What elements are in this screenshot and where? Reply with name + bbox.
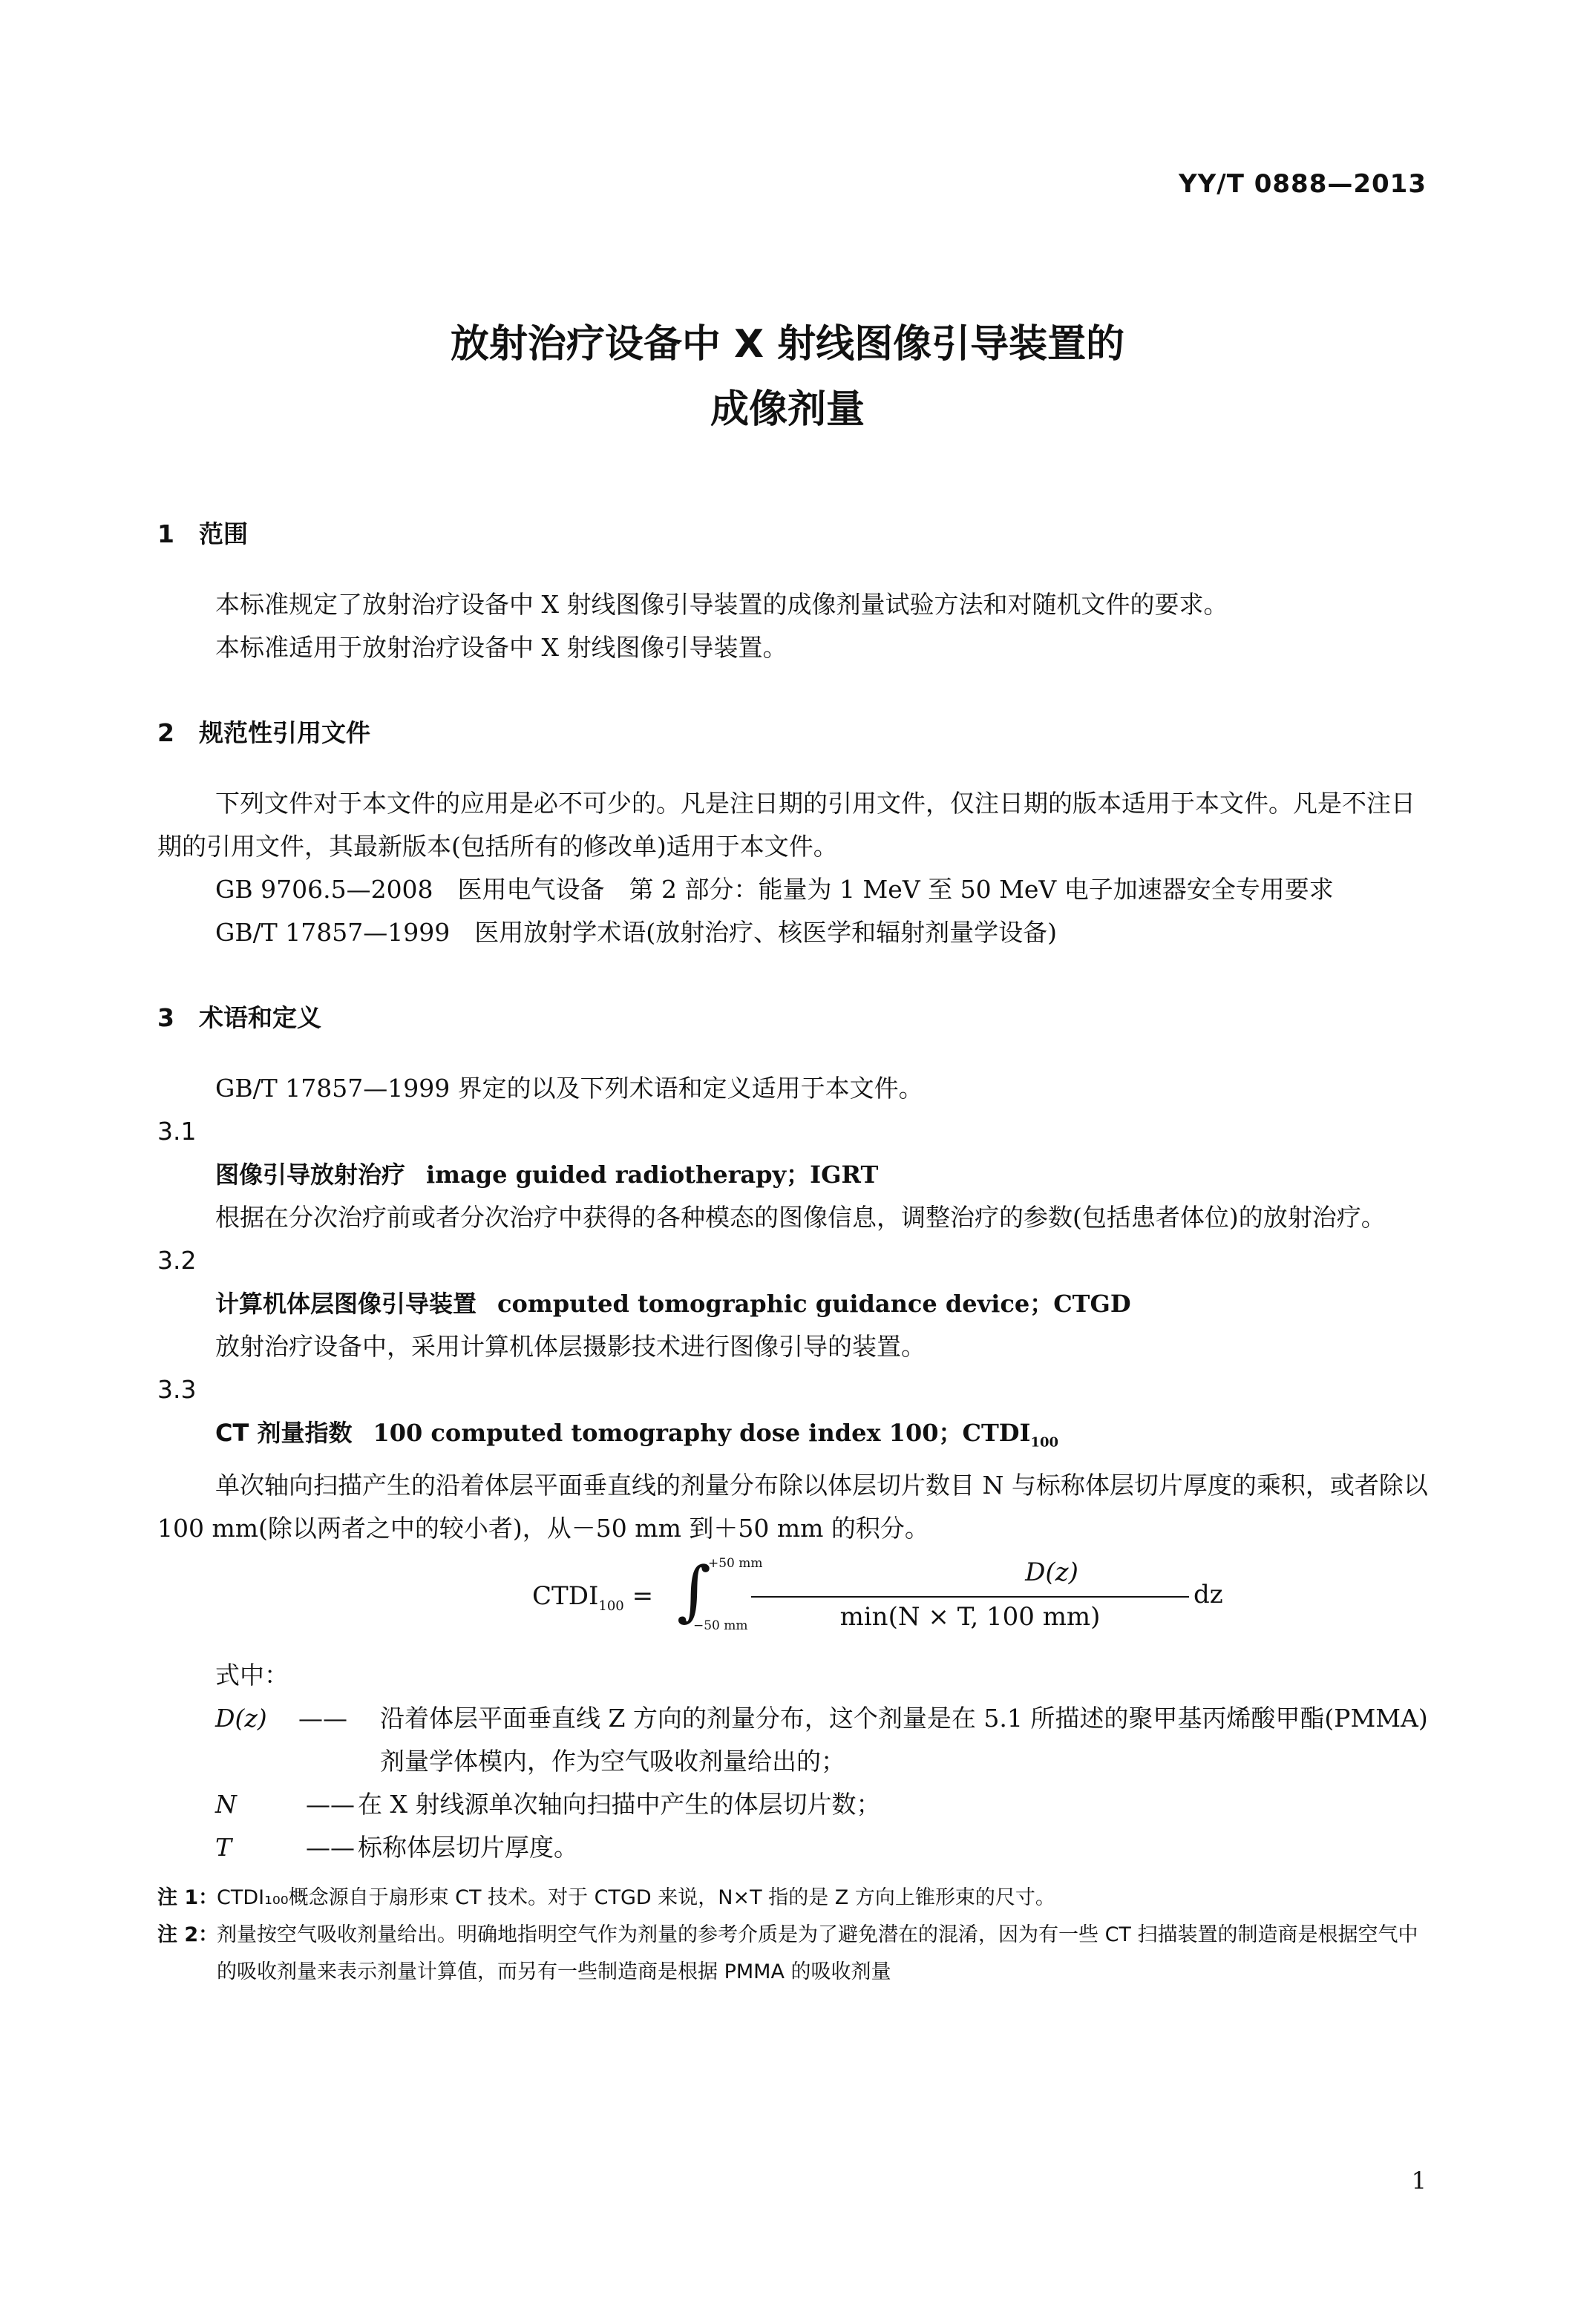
note-label: 注 2： <box>157 1923 219 1947</box>
term-definition: 单次轴向扫描产生的沿着体层平面垂直线的剂量分布除以体层切片数目 N 与标称体层切片厚度的乘积，或者除以 100 mm(除以两者之中的较小者)，从－50 mm 到＋50 mm 的积分。 <box>157 1471 1428 1543</box>
page-number: 1 <box>1411 2167 1427 2195</box>
formula-differential: dz <box>1193 1580 1223 1610</box>
integral-sign: ∫ <box>677 1552 711 1629</box>
integral-lower-limit: −50 mm <box>693 1618 748 1634</box>
section-1-heading <box>157 512 1434 557</box>
fraction-bar <box>751 1596 1189 1598</box>
variable-text: 标称体层切片厚度。 <box>358 1833 578 1862</box>
formula-numerator: D(z) <box>1025 1557 1078 1588</box>
term-en: computed tomographic guidance device；CTGD <box>497 1290 1131 1318</box>
paragraph: GB/T 17857—1999 界定的以及下列术语和定义适用于本文件。 <box>215 1074 923 1103</box>
term-zh: CT 剂量指数 <box>215 1419 353 1447</box>
variable-dash: —— <box>306 1790 355 1819</box>
section-number: 3 <box>157 1003 174 1032</box>
reference-item: GB 9706.5—2008 医用电气设备 第 2 部分：能量为 1 MeV 至 50 MeV 电子加速器安全专用要求 <box>215 875 1334 904</box>
variable-symbol: N <box>215 1790 237 1819</box>
title-line-1: 放射治疗设备中 X 射线图像引导装置的 <box>450 322 1125 367</box>
note-1 <box>157 1880 1434 1917</box>
title-line-2: 成像剂量 <box>710 387 865 432</box>
standard-code: YY/T 0888—2013 <box>1179 169 1427 199</box>
variable-definition <box>157 1697 1434 1783</box>
note-label: 注 1： <box>157 1886 219 1910</box>
section-title: 规范性引用文件 <box>199 718 370 747</box>
reference-item: GB/T 17857—1999 医用放射学术语(放射治疗、核医学和辐射剂量学设备) <box>215 918 1057 947</box>
ctdi-formula <box>157 1550 1434 1654</box>
term-number: 3.2 <box>157 1246 197 1275</box>
term-heading <box>157 1282 1434 1325</box>
term-definition: 放射治疗设备中，采用计算机体层摄影技术进行图像引导的装置。 <box>215 1332 926 1361</box>
variable-text: 在 X 射线源单次轴向扫描中产生的体层切片数； <box>358 1790 881 1819</box>
section-title: 范围 <box>199 519 248 548</box>
formula-denominator: min(N × T, 100 mm) <box>839 1602 1101 1632</box>
paragraph: 本标准规定了放射治疗设备中 X 射线图像引导装置的成像剂量试验方法和对随机文件的要求。 <box>215 590 1228 619</box>
note-2 <box>157 1917 1434 1991</box>
variable-definition <box>157 1826 1434 1869</box>
variable-dash: —— <box>298 1704 347 1733</box>
section-number: 1 <box>157 519 174 548</box>
term-en: 100 computed tomography dose index 100；CTDI <box>373 1419 1031 1447</box>
section-title: 术语和定义 <box>199 1003 321 1032</box>
section-number: 2 <box>157 718 174 747</box>
variable-text: 沿着体层平面垂直线 Z 方向的剂量分布，这个剂量是在 5.1 所描述的聚甲基丙烯酸甲酯(PMMA)剂量学体模内，作为空气吸收剂量给出的； <box>380 1704 1428 1776</box>
variable-definition <box>157 1783 1434 1826</box>
term-en-subscript: 100 <box>1030 1434 1059 1451</box>
term-heading <box>157 1153 1434 1196</box>
note-text: 剂量按空气吸收剂量给出。明确地指明空气作为剂量的参考介质是为了避免潜在的混淆，因为有一些 CT 扫描装置的制造商是根据空气中的吸收剂量来表示剂量计算值，而另有一些制造商是根据 PMMA 的吸收剂量 <box>217 1923 1418 1984</box>
variable-symbol: T <box>215 1833 232 1862</box>
term-zh: 图像引导放射治疗 <box>215 1161 406 1189</box>
term-number: 3.3 <box>157 1375 197 1404</box>
note-text: CTDI₁₀₀概念源自于扇形束 CT 技术。对于 CTGD 来说，N×T 指的是 Z 方向上锥形束的尺寸。 <box>217 1886 1055 1910</box>
where-label: 式中： <box>215 1661 289 1690</box>
section-3-heading <box>157 996 1434 1040</box>
term-heading <box>157 1411 1434 1464</box>
variable-dash: —— <box>306 1833 355 1862</box>
term-number: 3.1 <box>157 1117 197 1146</box>
paragraph: 本标准适用于放射治疗设备中 X 射线图像引导装置。 <box>215 633 788 662</box>
integral-upper-limit: +50 mm <box>708 1556 763 1572</box>
paragraph: 下列文件对于本文件的应用是必不可少的。凡是注日期的引用文件，仅注日期的版本适用于本文件。凡是不注日期的引用文件，其最新版本(包括所有的修改单)适用于本文件。 <box>157 789 1415 861</box>
document-title <box>0 312 1575 442</box>
term-definition: 根据在分次治疗前或者分次治疗中获得的各种模态的图像信息，调整治疗的参数(包括患者体位)的放射治疗。 <box>215 1203 1386 1232</box>
term-en: image guided radiotherapy；IGRT <box>426 1161 879 1189</box>
term-zh: 计算机体层图像引导装置 <box>215 1290 477 1318</box>
variable-symbol: D(z) <box>215 1704 267 1733</box>
document-body <box>157 512 1434 1991</box>
formula-lhs: $CTDI_{100}$ = <box>532 1581 654 1615</box>
section-2-heading <box>157 711 1434 755</box>
